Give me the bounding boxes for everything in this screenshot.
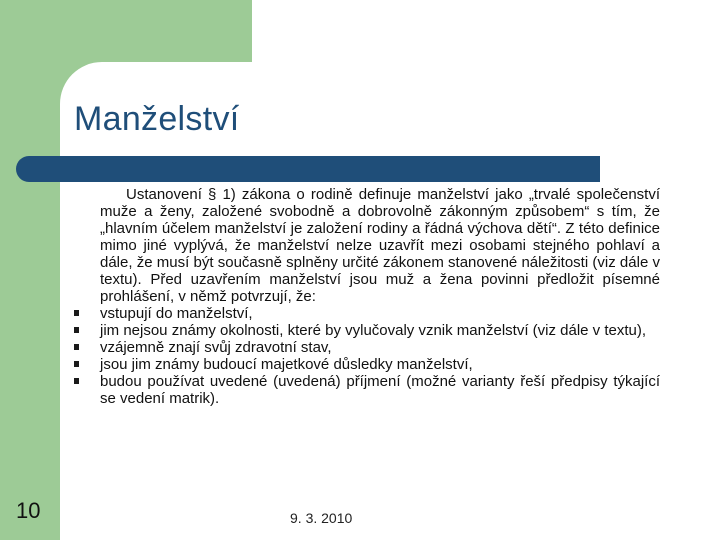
list-item: [74, 356, 660, 373]
square-bullet-icon: [74, 361, 79, 367]
list-item-text: budou používat uvedené (uvedená) příjmení (možné varianty řeší předpisy týkající se vedení matrik).: [100, 373, 660, 407]
footer-date: 9. 3. 2010: [290, 510, 353, 526]
square-bullet-icon: [74, 310, 79, 316]
bullet-list: [74, 305, 660, 407]
list-item: [74, 322, 660, 339]
list-item-text: jim nejsou známy okolnosti, které by vylučovaly vznik manželství (viz dále v textu),: [100, 322, 647, 339]
slide-content: [74, 186, 660, 407]
list-item: [74, 339, 660, 356]
page-number: 10: [16, 498, 41, 523]
slide-title: Manželství: [74, 100, 240, 138]
title-underline-bar: [16, 156, 600, 182]
list-item-text: jsou jim známy budoucí majetkové důsledky manželství,: [100, 356, 473, 373]
list-item: [74, 305, 660, 322]
list-item-text: vstupují do manželství,: [100, 305, 253, 322]
square-bullet-icon: [74, 344, 79, 350]
intro-paragraph: Ustanovení § 1) zákona o rodině definuje manželství jako „trvalé společenství muže a ženy, založené svobodně a dobrovolně zákonným způsobem“ s tím, že „hlavním účelem manželství je založení rodiny a řádná výchova dětí“. Z této definice mimo jiné vyplývá, že manželství nelze uzavřít mezi osobami stejného pohlaví a dále, že musí být současně splněny určité zákonem stanovené náležitosti (viz dále v textu). Před uzavřením manželství jsou muž a žena povinni předložit písemné prohlášení, v němž potvrzují, že:: [100, 186, 660, 305]
square-bullet-icon: [74, 327, 79, 333]
list-item: [74, 373, 660, 407]
list-item-text: vzájemně znají svůj zdravotní stav,: [100, 339, 332, 356]
square-bullet-icon: [74, 378, 79, 384]
